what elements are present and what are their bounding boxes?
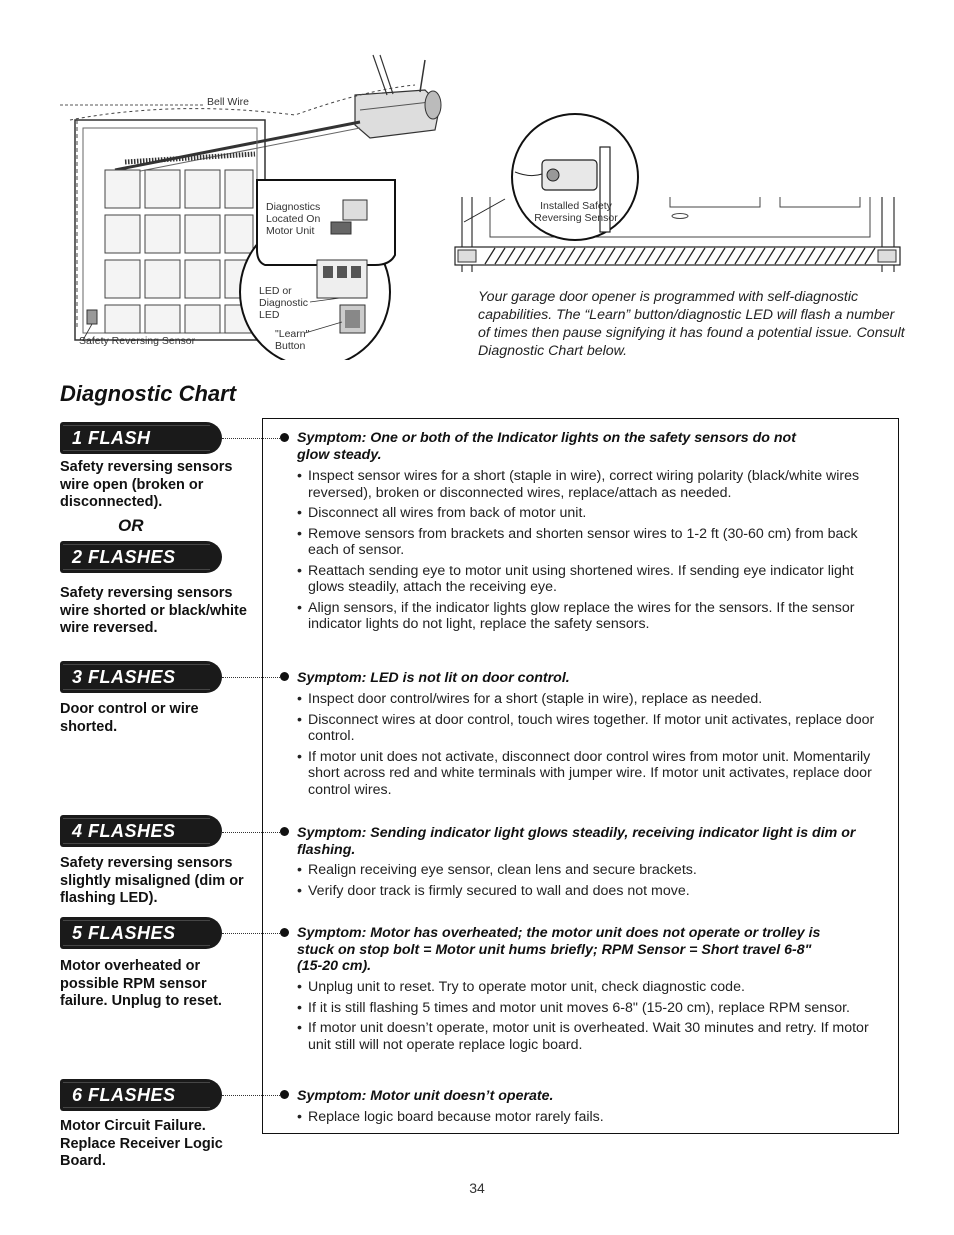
leader-line-1 bbox=[222, 438, 284, 439]
symptom-title-4: Symptom: Motor has overheated; the motor unit does not operate or trolley is stuck on stop bolt = Motor unit hums briefly; RPM Sensor = Short travel 6-8" (15-20 cm). bbox=[297, 925, 821, 974]
symptom-title-1: Symptom: One or both of the Indicator lights on the safety sensors do not glow steady. bbox=[297, 430, 796, 463]
led-label: LED or Diagnostic LED bbox=[259, 285, 309, 322]
leader-dot-4 bbox=[280, 827, 289, 836]
flash-badge-2: 2 FLASHES bbox=[60, 541, 222, 573]
flash-badge-1: 1 FLASH bbox=[60, 422, 222, 454]
list-item: • Verify door track is firmly secured to wall and does not move. bbox=[297, 883, 889, 900]
flash-desc-2: Safety reversing sensors wire shorted or black/white wire reversed. bbox=[60, 585, 247, 636]
leader-dot-1 bbox=[280, 433, 289, 442]
list-item: • Replace logic board because motor rarely fails. bbox=[297, 1109, 889, 1126]
leader-line-4 bbox=[222, 832, 284, 833]
learn-button-label: "Learn" Button bbox=[275, 328, 310, 353]
intro-caption: Your garage door opener is programmed with self-diagnostic capabilities. The “Learn” button/diagnostic LED will flash a number of times then pause signifying it has found a potential issue. Consult Diagnostic Chart below. bbox=[478, 289, 905, 359]
symptom-list-2 bbox=[297, 691, 889, 802]
leader-dot-5 bbox=[280, 928, 289, 937]
leader-line-5 bbox=[222, 933, 284, 934]
leader-dot-6 bbox=[280, 1090, 289, 1099]
flash-desc-1: Safety reversing sensors wire open (broken or disconnected). bbox=[60, 459, 233, 510]
diagnostics-label: Diagnostics Located On Motor Unit bbox=[266, 201, 321, 238]
flash-badge-5: 5 FLASHES bbox=[60, 917, 222, 949]
symptom-list-3 bbox=[297, 862, 889, 903]
installed-sensor-illustration bbox=[450, 112, 905, 277]
flash-badge-3: 3 FLASHES bbox=[60, 661, 222, 693]
flash-desc-5: Motor overheated or possible RPM sensor failure. Unplug to reset. bbox=[60, 958, 222, 1009]
list-item: • Unplug unit to reset. Try to operate motor unit, check diagnostic code. bbox=[297, 979, 889, 996]
symptom-list-1 bbox=[297, 468, 889, 637]
list-item: • If motor unit doesn’t operate, motor unit is overheated. Wait 30 minutes and retry. If motor unit still will not operate replace logic board. bbox=[297, 1020, 889, 1053]
symptom-title-5: Symptom: Motor unit doesn’t operate. bbox=[297, 1088, 554, 1104]
list-item: • If it is still flashing 5 times and motor unit moves 6-8" (15-20 cm), replace RPM sensor. bbox=[297, 1000, 889, 1017]
symptom-title-2: Symptom: LED is not lit on door control. bbox=[297, 670, 570, 686]
list-item: • If motor unit does not activate, disconnect door control wires from motor unit. Momentarily short across red and white terminals with jumper wire. If motor unit activates, replace door control wires. bbox=[297, 749, 889, 799]
list-item: • Remove sensors from brackets and shorten sensor wires to 1-2 ft (30-60 cm) from back each of sensor. bbox=[297, 526, 889, 559]
list-item: • Reattach sending eye to motor unit using shortened wires. If sending eye indicator light glows steadily, attach the receiving eye. bbox=[297, 563, 889, 596]
flash-badge-4: 4 FLASHES bbox=[60, 815, 222, 847]
symptom-list-4 bbox=[297, 979, 889, 1057]
diagnostic-chart-title: Diagnostic Chart bbox=[60, 381, 237, 406]
leader-line-3 bbox=[222, 677, 284, 678]
garage-opener-illustration bbox=[55, 50, 455, 360]
installed-sensor-label: Installed Safety Reversing Sensor bbox=[534, 200, 618, 225]
flash-desc-4: Safety reversing sensors slightly misaligned (dim or flashing LED). bbox=[60, 855, 244, 906]
page-number: 34 bbox=[469, 1180, 485, 1196]
list-item: • Disconnect wires at door control, touch wires together. If motor unit activates, replace door control. bbox=[297, 712, 889, 745]
safety-sensor-label: Safety Reversing Sensor bbox=[79, 335, 196, 347]
flash-desc-3: Door control or wire shorted. bbox=[60, 701, 199, 735]
leader-dot-3 bbox=[280, 672, 289, 681]
bell-wire-label: Bell Wire bbox=[207, 96, 250, 108]
list-item: • Align sensors, if the indicator lights glow replace the wires for the sensors. If the sensor indicator lights do not light, replace the safety sensors. bbox=[297, 600, 889, 633]
symptom-title-3: Symptom: Sending indicator light glows steadily, receiving indicator light is dim or flashing. bbox=[297, 825, 856, 858]
flash-desc-6: Motor Circuit Failure. Replace Receiver Logic Board. bbox=[60, 1118, 223, 1169]
symptom-list-5 bbox=[297, 1109, 889, 1130]
list-item: • Inspect sensor wires for a short (staple in wire), correct wiring polarity (black/white wires reversed), broken or disconnected wires, replace/attach as needed. bbox=[297, 468, 872, 501]
list-item: • Inspect door control/wires for a short (staple in wire), replace as needed. bbox=[297, 691, 889, 708]
or-label: OR bbox=[118, 516, 144, 535]
leader-line-6 bbox=[222, 1095, 284, 1096]
list-item: • Disconnect all wires from back of motor unit. bbox=[297, 505, 889, 522]
flash-badge-6: 6 FLASHES bbox=[60, 1079, 222, 1111]
list-item: • Realign receiving eye sensor, clean lens and secure brackets. bbox=[297, 862, 889, 879]
